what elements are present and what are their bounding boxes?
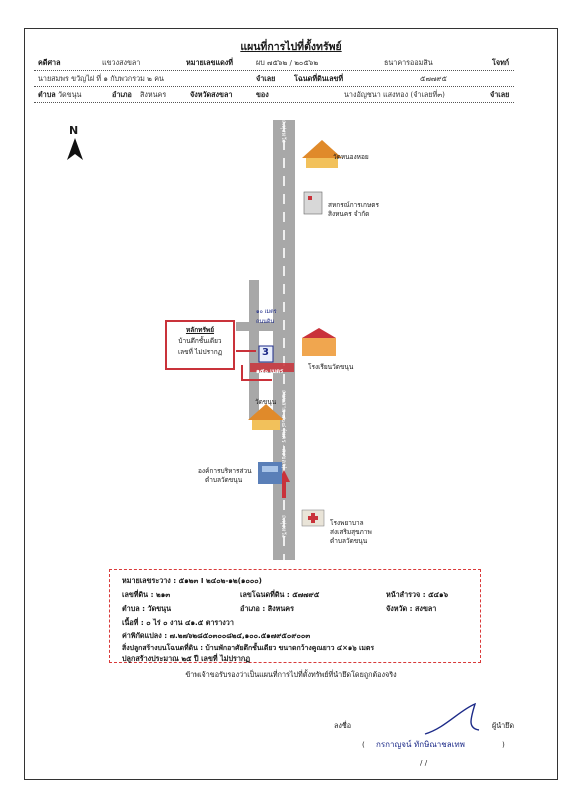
handwritten-note-1: ๑๐ เมตร	[256, 309, 277, 315]
plaintiff-value: ธนาคารออมสิน	[384, 58, 433, 67]
certification-text: ข้าพเจ้าขอรับรองว่าเป็นแผนที่การไปที่ตั้งทรัพย์ที่นำยึดโดยถูกต้องจริง	[185, 670, 397, 679]
wat-khanun-label: วัดขนุน	[255, 398, 277, 406]
info-province: จังหวัด : สงขลา	[386, 604, 437, 613]
subdistrict-label: ตำบล	[38, 90, 56, 99]
court-value: แขวงสงขลา	[102, 58, 141, 67]
property-marker-label: 3	[262, 347, 269, 358]
signature-mark-icon	[415, 700, 495, 740]
deed-no: เลขโฉนดที่ดิน : ๕๗๗๙๕	[240, 590, 320, 599]
case-label: หมายเลขแดงที่	[186, 58, 234, 67]
coop-label-2: สิงหนคร จำกัด	[328, 210, 370, 218]
sao-label-2: ตำบลวัดขนุน	[205, 476, 243, 484]
hospital-label-3: ตำบลวัดขนุน	[330, 537, 368, 545]
property-info-box	[109, 569, 481, 663]
district-value: สิงหนคร	[140, 90, 167, 99]
callout-line-2: บ้านตึกชั้นเดียว	[178, 337, 222, 345]
court-label: คดีศาล	[38, 58, 61, 67]
hospital-label-2: ส่งเสริมสุขภาพ	[330, 528, 372, 536]
signer-name: กรกาญจน์ ทักษิณาชลเทพ	[376, 740, 465, 749]
header-row-2	[34, 72, 514, 87]
header-row-3	[34, 88, 514, 103]
callout-line-3: เลขที่ ไม่ปรากฏ	[177, 348, 223, 356]
north-label: N	[69, 124, 79, 137]
handwritten-note-2: ถนนดิน	[256, 319, 275, 325]
deed-label: โฉนดที่ดินเลขที่	[294, 74, 344, 83]
page-title: แผนที่การไปที่ตั้งทรัพย์	[240, 41, 342, 53]
province-label: จังหวัดสงขลา	[190, 90, 233, 99]
road-bottom-label: ถ.ทุ่งหวัง	[280, 515, 287, 538]
owner-label: ของ	[256, 90, 269, 99]
sao-label-1: องค์การบริหารส่วน	[198, 467, 252, 475]
road-mid-label: ถนนสาย ๔๐๘ (นคร - สงขลา)	[280, 390, 287, 469]
defendant-value: นายสมพร ขวัญไฝ ที่ ๑ กับพวกรวม ๒ คน	[38, 74, 164, 83]
role-label: ผู้นำยึด	[492, 721, 515, 730]
owner-suffix: จำเลย	[490, 90, 510, 99]
area: เนื้อที่ : ๐ ไร่ ๐ งาน ๔๑.๕ ตารางวา	[122, 618, 234, 627]
sign-label: ลงชื่อ	[334, 721, 352, 730]
name-open: (	[362, 740, 365, 749]
road-top-label: ถ.ทุ่งหวัง	[280, 120, 287, 143]
deed-value: ๕๗๗๙๕	[420, 74, 447, 83]
distance-label: ๑๕๐ เมตร	[256, 368, 284, 375]
name-close: )	[502, 740, 505, 749]
defendant-label: จำเลย	[256, 74, 276, 83]
subdistrict-value: วัดขนุน	[58, 90, 82, 99]
info-subdistrict: ตำบล : วัดขนุน	[122, 604, 171, 613]
land-no: เลขที่ดิน : ๒๑๓	[122, 590, 171, 599]
school-icon	[302, 328, 336, 356]
property-callout	[165, 320, 235, 370]
wat-nong-hoi-label: วัดหนองหอย	[333, 153, 369, 161]
building-desc: สิ่งปลูกสร้างบนโฉนดที่ดิน : บ้านพักอาศัยตึกชั้นเดียว ขนาดกว้างคูณยาว ๔×๑๖ เมตร	[122, 644, 375, 652]
district-label: อำเภอ	[112, 90, 132, 99]
building-age: ปลูกสร้างประมาณ ๒๕ ปี เลขที่ ไม่ปรากฏ	[122, 654, 251, 663]
owner-value: นางอัญชนา แสงทอง (จำเลยที่๓)	[344, 90, 445, 99]
info-district: อำเภอ : สิงหนคร	[240, 604, 294, 613]
red-arrow-shaft	[282, 482, 286, 498]
date-slashes: / /	[420, 758, 428, 767]
location-map	[40, 110, 540, 565]
header-row-1	[34, 56, 514, 71]
survey-page: หน้าสำรวจ : ๕๔๑๖	[386, 590, 449, 599]
school-label: โรงเรียนวัดขนุน	[308, 363, 354, 371]
coop-label-1: สหกรณ์การเกษตร	[328, 201, 379, 209]
coords: ค่าพิกัดแปลง : ๗.๒๗๖๒๘๕๐๓๐๐๘๒๔,๑๐๐.๕๑๗๙๕๐๙๐๐๓	[122, 631, 311, 640]
callout-title: หลักทรัพย์	[185, 326, 215, 334]
hospital-icon	[302, 510, 324, 526]
case-value: ผบ ๗๕๖๒ / ๒๐๕๖๒	[256, 58, 319, 67]
coop-building-icon	[304, 192, 322, 214]
north-arrow-icon	[67, 138, 83, 160]
hospital-label-1: โรงพยาบาล	[330, 519, 364, 527]
plaintiff-label: โจทก์	[492, 58, 510, 67]
map-sheet: หมายเลขระวาง : ๕๑๒๓ I ๒๔๐๒-๑๒(๑๐๐๐)	[122, 576, 262, 585]
